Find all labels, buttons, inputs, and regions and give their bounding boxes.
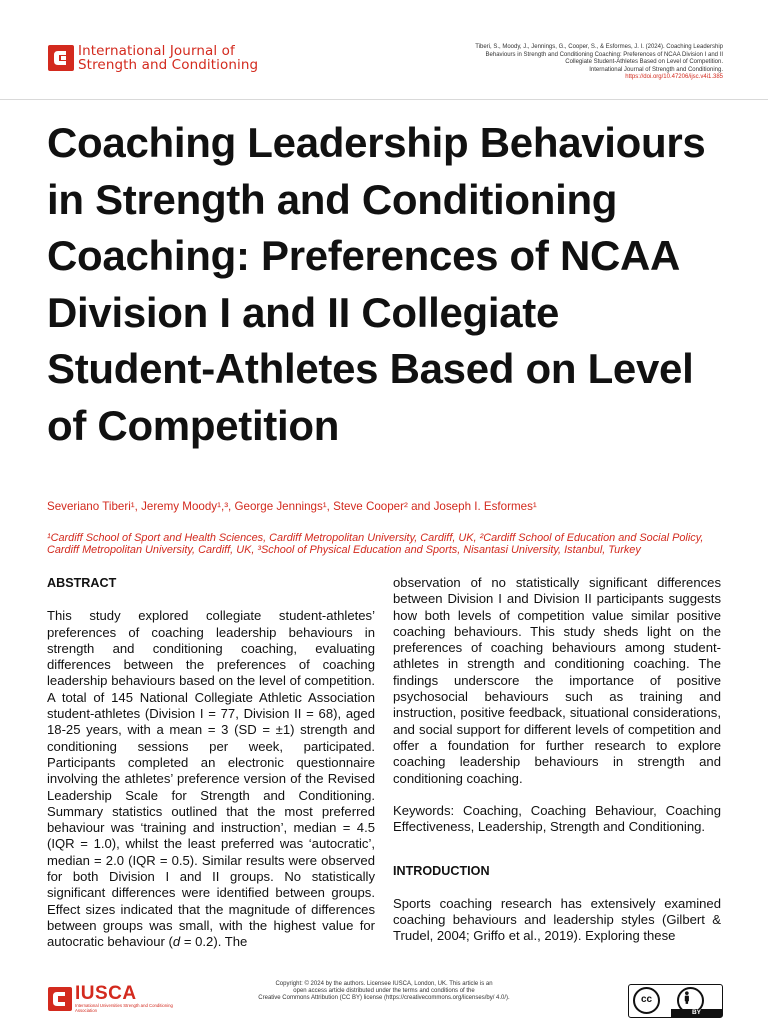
copyright-line: Creative Commons Attribution (CC BY) license (https://creativecommons.org/licenses/by/ 4.0/). [258,995,510,1002]
section-spacer [393,835,721,863]
citation-line: Behaviours in Strength and Conditioning Coaching: Preferences of NCAA Division I and II [485,51,723,58]
journal-logo [48,44,258,72]
affiliations: ¹Cardiff School of Sport and Health Sciences, Cardiff Metropolitan University, Cardiff, UK, ²Cardiff School of Education and Social Policy, Cardiff Metropolitan University, Cardiff, UK, ³School of Physical Education and Sports, Nisantasi University, Istanbul, Turkey [47,532,704,557]
citation-line: International Journal of Strength and Conditioning. [589,66,723,73]
header-divider [0,99,768,100]
cc-icon: cc [633,987,660,1014]
by-label: BY [671,1009,722,1017]
right-column [393,575,721,945]
citation-block [403,44,723,82]
journal-name [78,44,258,72]
article-title: Coaching Leadership Behaviours in Strength and Conditioning Coaching: Preferences of NCAA Division I and II Collegiate Student-Athletes Based on Level of Competition [47,119,706,449]
copyright-notice [236,981,532,1003]
keywords [393,803,721,836]
citation-line: Tiberi, S., Moody, J., Jennings, G., Cooper, S., & Esformes, J. I. (2024). Coaching Leadership [475,44,723,50]
doi-link[interactable]: https://doi.org/10.47206/ijsc.v4i1.385 [625,74,723,81]
keywords-label: Keywords: [393,802,455,818]
introduction-heading: INTRODUCTION [393,864,490,879]
author-list: Severiano Tiberi¹, Jeremy Moody¹,³, George Jennings¹, Steve Cooper² and Joseph I. Esformes¹ [47,500,537,513]
abstract-text-part1: This study explored collegiate student-athletes’ preferences of coaching leadership behaviours in strength and conditioning coaching, evaluating differences between the preferences of coaching leadership behaviours based on the level of competition. A total of 145 National Collegiate Athletic Association student-athletes (Division I = 77, Division II = 68), aged 18-25 years, with a mean = 3 (SD = ±1) strength and conditioning sessions per week, participated. Participants completed an electronic questionnaire involving the athletes’ preference version of the Revised Leadership Scale for Strength and Conditioning. Summary statistics outlined that the most preferred behaviour was ‘training and instruction’, median = 4.5 (IQR = 1.0), whilst the least preferred was ‘autocratic’, median = 2.0 (IQR = 0.5). Similar results were observed for both Division I and II groups. No statistically significant differences were identified between groups. Effect sizes indicated that the magnitude of differences between groups was small, with the highest value for autocratic behaviour ( [47,608,375,950]
abstract-continued: observation of no statistically significant differences between Division I and Division II participants suggests how both levels of competition value similar positive coaching behaviours. This study sheds light on the preferences of coaching behaviours among student-athletes in strength and conditioning coaching. The findings underscore the importance of positive psychosocial behaviours such as training and instruction, positive feedback, situational considerations, and social support for different levels of competition and offer a foundation for further research to explore coaching leadership behaviours in strength and conditioning coaching. [393,575,721,786]
citation-line: Collegiate Student-Athletes Based on Level of Competition. [565,59,723,66]
iusca-subtitle: International Universities Strength and Conditioning Association [75,1003,173,1013]
abstract-text-part2: = 0.2). The [180,934,248,950]
introduction-text: Sports coaching research has extensively examined coaching behaviours and leadership styles (Gilbert & Trudel, 2004; Griffo et al., 2019). Exploring these [393,895,721,944]
iusca-logo-icon [48,987,72,1011]
ijsc-logo-icon [48,45,74,71]
journal-name-line1: International Journal of [78,43,235,59]
iusca-logo [48,984,187,1013]
keywords-text: Coaching, Coaching Behaviour, Coaching Effectiveness, Leadership, Strength and Conditioning. [393,802,721,835]
effect-size-symbol: d [172,934,181,950]
iusca-name: IUSCA [75,983,137,1004]
journal-name-line2: Strength and Conditioning [78,57,259,73]
abstract-heading: ABSTRACT [47,576,117,590]
left-column [47,575,375,951]
copyright-line: Copyright: © 2024 by the authors. Licensee IUSCA, London, UK. This article is an [275,981,493,987]
copyright-line: open access article distributed under the terms and conditions of the [293,988,475,995]
abstract-text [47,608,375,950]
cc-by-license-icon[interactable] [628,984,723,1018]
